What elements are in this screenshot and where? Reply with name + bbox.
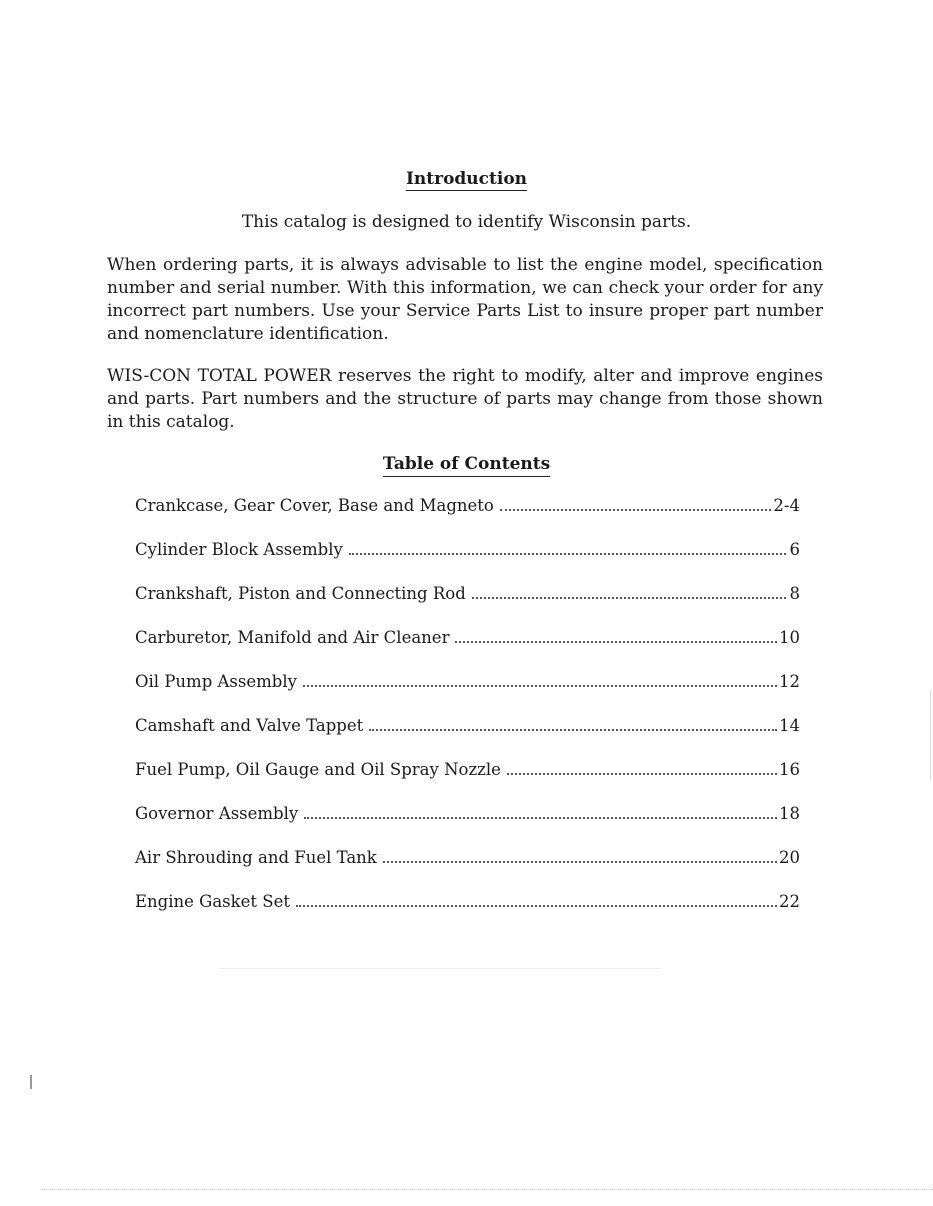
toc-entry-page: 10 bbox=[779, 628, 800, 647]
toc-entry-leader bbox=[455, 640, 777, 643]
toc-entry-page: 22 bbox=[779, 892, 800, 911]
toc-entry-title: Governor Assembly bbox=[135, 804, 299, 823]
toc-entry-title: Fuel Pump, Oil Gauge and Oil Spray Nozzle bbox=[135, 760, 501, 779]
toc-entry bbox=[135, 626, 800, 670]
toc-entry-title: Air Shrouding and Fuel Tank bbox=[135, 848, 377, 867]
toc-entry-title: Camshaft and Valve Tappet bbox=[135, 716, 364, 735]
toc-entry bbox=[135, 494, 800, 538]
toc-entry bbox=[135, 582, 800, 626]
toc-entry-leader bbox=[369, 728, 777, 731]
table-of-contents bbox=[135, 494, 800, 934]
toc-entry-page: 14 bbox=[779, 716, 800, 735]
toc-entry-leader bbox=[507, 772, 777, 775]
introduction-heading bbox=[0, 168, 933, 190]
toc-entry bbox=[135, 714, 800, 758]
toc-entry-leader bbox=[472, 596, 786, 599]
scan-speck bbox=[220, 968, 660, 969]
toc-entry-title: Cylinder Block Assembly bbox=[135, 540, 343, 559]
introduction-heading-text: Introduction bbox=[405, 169, 528, 189]
toc-entry bbox=[135, 802, 800, 846]
toc-entry-title: Crankcase, Gear Cover, Base and Magneto bbox=[135, 496, 494, 515]
toc-entry-page: 16 bbox=[779, 760, 800, 779]
toc-entry bbox=[135, 758, 800, 802]
scan-edge bbox=[40, 1189, 933, 1190]
toc-heading-text: Table of Contents bbox=[383, 454, 550, 477]
toc-entry-title: Carburetor, Manifold and Air Cleaner bbox=[135, 628, 450, 647]
toc-entry-page: 2-4 bbox=[773, 496, 800, 515]
toc-heading bbox=[0, 453, 933, 475]
toc-entry-page: 8 bbox=[789, 584, 800, 603]
toc-entry-title: Engine Gasket Set bbox=[135, 892, 290, 911]
toc-entry-page: 12 bbox=[779, 672, 800, 691]
toc-entry-page: 6 bbox=[789, 540, 800, 559]
toc-entry bbox=[135, 890, 800, 934]
ordering-paragraph: When ordering parts, it is always advisable to list the engine model, specification number and serial number. With this information, we can check your order for any incorrect part numbers. Use your Service Parts List to insure proper part number and nomenclature identification. bbox=[107, 255, 823, 344]
scan-speck bbox=[30, 1075, 32, 1089]
scan-speck bbox=[930, 690, 931, 780]
toc-entry-leader bbox=[303, 684, 777, 687]
toc-entry-title: Crankshaft, Piston and Connecting Rod bbox=[135, 584, 466, 603]
toc-entry-leader bbox=[304, 816, 777, 819]
toc-entry-page: 20 bbox=[779, 848, 800, 867]
rights-paragraph: WIS-CON TOTAL POWER reserves the right to modify, alter and improve engines and parts. Part numbers and the structure of parts may change from those shown in this catalog. bbox=[107, 366, 823, 432]
introduction-lead: This catalog is designed to identify Wisconsin parts. bbox=[241, 212, 692, 232]
toc-entry bbox=[135, 538, 800, 582]
toc-entry-page: 18 bbox=[779, 804, 800, 823]
toc-entry-leader bbox=[383, 860, 777, 863]
toc-entry-leader bbox=[500, 508, 772, 511]
toc-entry bbox=[135, 846, 800, 890]
toc-entry bbox=[135, 670, 800, 714]
toc-entry-leader bbox=[296, 904, 777, 907]
toc-entry-leader bbox=[349, 552, 786, 555]
toc-entry-title: Oil Pump Assembly bbox=[135, 672, 297, 691]
